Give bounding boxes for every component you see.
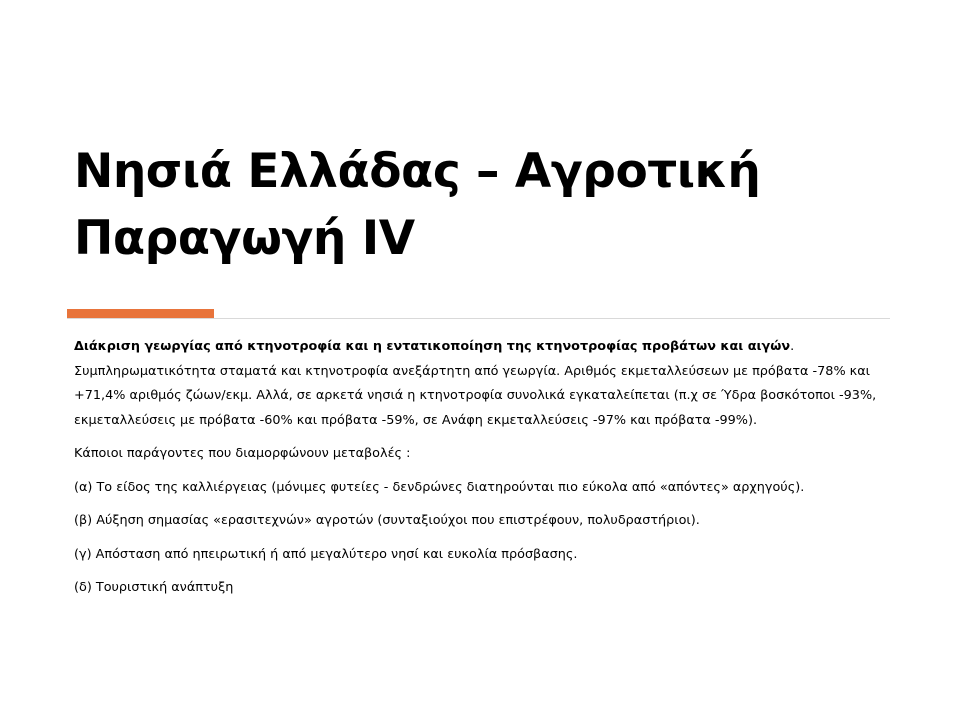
- factor-item-b: (β) Αύξηση σημασίας «ερασιτεχνών» αγροτών (συνταξιούχοι που επιστρέφουν, πολυδραστήριοι).: [74, 513, 700, 528]
- paragraph-rest: . Συμπληρωματικότητα σταματά και κτηνοτροφία ανεξάρτητη από γεωργία. Αριθμός εκμεταλλεύσεων με πρόβατα -78% και +71,4% αριθμός ζώων/εκμ. Αλλά, σε αρκετά νησιά η κτηνοτροφία συνολικά εγκαταλείπεται (π.χ σε Ύδρα βοσκότοποι -93%, εκμεταλλεύσεις με πρόβατα -60% και πρόβατα -59%, σε Ανάφη εκμεταλλεύσεις -97% και πρόβατα -99%).: [74, 339, 877, 428]
- paragraph-lead: Διάκριση γεωργίας από κτηνοτροφία και η εντατικοποίηση της κτηνοτροφίας προβάτων και αιγών: [74, 339, 791, 354]
- factor-item-c: (γ) Απόσταση από ηπειρωτική ή από μεγαλύτερο νησί και ευκολία πρόσβασης.: [74, 546, 578, 562]
- paragraph-main: [74, 335, 889, 433]
- factor-item-d: (δ) Τουριστική ανάπτυξη: [74, 580, 234, 595]
- title-divider: [67, 318, 890, 319]
- slide-title: Νησιά Ελλάδας – Αγροτική Παραγωγή IV: [74, 144, 761, 266]
- accent-bar: [67, 309, 214, 318]
- slide-body: [74, 335, 889, 610]
- factors-intro: Κάποιοι παράγοντες που διαμορφώνουν μεταβολές :: [74, 446, 411, 461]
- factor-item-a: (α) Το είδος της καλλιέργειας (μόνιμες φυτείες - δενδρώνες διατηρούνται πιο εύκολα από «απόντες» αρχηγούς).: [74, 479, 805, 495]
